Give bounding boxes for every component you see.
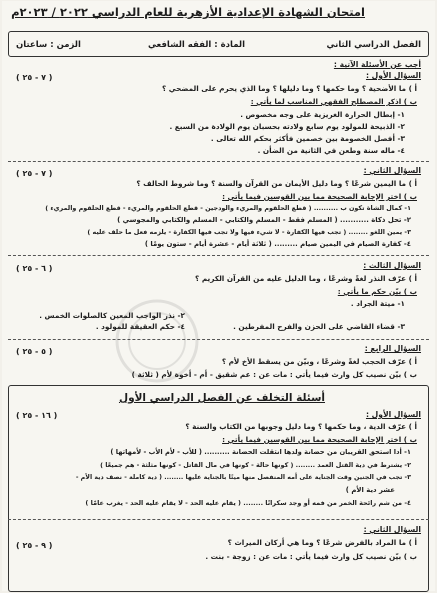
p2-q1-item-2: ٢- يشترط في دية القتل العمد ........ ( كونها حالة - كونها في مال القاتل - كونها مثلثة - هم جميعًا )	[100, 461, 411, 469]
p2-q1-b: ب ) اختر الإجابة الصحيحة مما بين القوسين فيما يأتي :	[222, 435, 417, 444]
q2-item-4: ٤- كفارة الصيام في اليمين صيام ......... ( ثلاثة أيام - عشرة أيام - ستون يومًا )	[144, 240, 411, 248]
p2-q1-item-4: ٤- من شم رائحة الخمر من فمه أو وجد سكرانًا ........ ( يقام عليه الحد - لا يقام عليه الحد - يغرب عامًا )	[85, 499, 411, 507]
time-label: الزمن : ساعتان	[16, 40, 81, 50]
q3-title: السؤال الثالث :	[363, 261, 421, 270]
q1-a: أ ) ما الأضحية ؟ وما حكمها ؟ وما دليلها ؟ وما الذي يحرم على المضحي ؟	[162, 84, 417, 93]
q3-b: ب ) بيّن حكم ما يأتي :	[337, 287, 417, 296]
p2-q1-item-1: ١- أدا استحق القريبان من حضانة ولدها انتقلت الحضانة .......... ( للأب - لأم الأب - لأمهاتها )	[110, 448, 411, 456]
q1-item-4: ٤- ماله سنة وطعن في الثانية من الضأن .	[257, 146, 405, 155]
separator	[8, 519, 429, 520]
q4-b: ب ) بيّن نصيب كل وارث فيما يأتي : مات عن : عم شقيق - أم - أخوة لأم ( ثلاثة )	[131, 370, 417, 379]
p2-q2-title: السؤال الثاني :	[363, 525, 421, 534]
q4-marks: ( ٥ - ٢٥ )	[16, 347, 53, 356]
part2-title: أسئلة التخلف عن الفصل الدراسي الأول	[118, 392, 325, 404]
term-label: الفصل الدراسي الثاني	[326, 40, 421, 50]
q2-item-3: ٣- يمين اللغو ........ ( تجب فيها الكفارة - لا شيء فيها ولا تجب فيها الكفارة - يلزمه فعل ما حلف عليه )	[87, 228, 411, 236]
q3-item-3: ٣- قضاء القاضي على الحزن والفرح المفرطين .	[233, 322, 405, 331]
q3-item-4: ٤- حكم العقيقة للمولود .	[95, 322, 185, 331]
watermark-seal-icon	[112, 296, 202, 386]
separator	[8, 255, 429, 256]
q1-title: السؤال الأول :	[365, 71, 421, 80]
subject-label: المادة : الفقه الشافعي	[147, 40, 245, 50]
q3-item-1: ١- ميتة الجراد .	[350, 299, 405, 308]
separator	[8, 161, 429, 162]
q2-b: ب ) اختر الإجابة الصحيحة مما بين القوسين فيما يأتي :	[222, 192, 417, 201]
q2-a: أ ) ما اليمين شرعًا ؟ وما دليل الأيمان من القرآن والسنة ؟ وما شروط الحالف ؟	[136, 179, 417, 188]
exam-page	[2, 1, 435, 591]
q2-marks: ( ٧ - ٢٥ )	[16, 169, 53, 178]
q3-a: أ ) عرّف النذر لغةً وشرعًا ، وما الدليل عليه من القرآن الكريم ؟	[195, 274, 417, 283]
q1-item-1: ١- إبطال الحرارة الغريزية على وجه مخصوص .	[240, 110, 405, 119]
q2-item-1: ١- كمال الشاة تكون ب .......... ( قطع الحلقوم والمريء والودجين - قطع الحلقوم والمريء - قطع الحلقوم والمريء )	[45, 204, 411, 212]
p2-q1-item-3: ٣- تجب في الجنين وقت الجناية على أمه المنفصل منها ميتًا بالجناية عليها ........ ( دية كاملة - نصف دية الأم -	[75, 474, 411, 481]
p2-q1-item-3-cont: عشر دية الأم )	[345, 486, 395, 494]
q1-item-3: ٣- أفصل الخصومة بين خصمين فأكثر بحكم الله تعالى .	[210, 134, 405, 143]
p2-q1-marks: ( ١٦ - ٢٥ )	[16, 411, 58, 420]
p2-q1-a: أ ) عرّف الدية ، وما حكمها ؟ وما دليل وجوبها من الكتاب والسنة ؟	[185, 422, 417, 431]
p2-q2-marks: ( ٩ - ٢٥ )	[16, 541, 53, 550]
q4-a: أ ) عرّف الحجب لغةً وشرعًا ، وبيّن من يسقط الأخ لأم ؟	[221, 357, 417, 366]
exam-title: امتحان الشهادة الإعدادية الأزهرية للعام الدراسي ٢٠٢٢ / ٢٠٢٣م	[11, 5, 365, 19]
q2-title: السؤال الثاني :	[363, 166, 421, 175]
p2-q2-a: أ ) ما المراد بالفرض شرعًا ؟ وما هي أركان الميراث ؟	[227, 538, 417, 547]
q4-title: السؤال الرابع :	[364, 344, 421, 353]
q1-item-2: ٢- الذبيحة للمولود يوم سابع ولادته بحسبان يوم الولادة من السبع .	[169, 122, 405, 131]
p2-q1-title: السؤال الأول :	[365, 410, 421, 419]
separator	[8, 339, 429, 340]
q1-b: ب ) اذكر المصطلح الفقهي المناسب لما يأتي :	[250, 97, 417, 106]
q3-marks: ( ٦ - ٢٥ )	[16, 264, 53, 273]
q1-marks: ( ٧ - ٢٥ )	[16, 73, 53, 82]
p2-q2-b: ب ) بيّن نصيب كل وارث فيما يأتي : مات عن : زوجة - بنت .	[205, 552, 417, 561]
q2-item-2: ٢- تحل ذكاة ........... ( المسلم فقط - المسلم والكتابي - المسلم والكتابي والمجوسي )	[117, 216, 411, 224]
q3-item-2: ٢- نذر الواجب المعين كالصلوات الخمس .	[39, 311, 185, 320]
instruction: أجب عن الأسئلة الآتية :	[333, 60, 421, 69]
